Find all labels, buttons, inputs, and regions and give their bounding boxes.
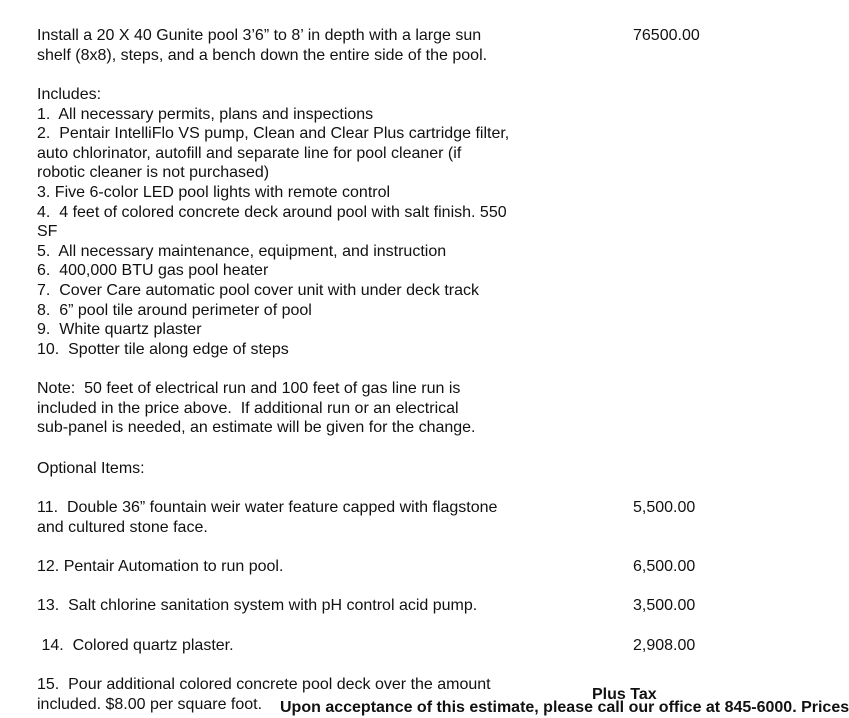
note-paragraph xyxy=(37,379,557,438)
includes-item: 10. Spotter tile along edge of steps xyxy=(37,340,289,358)
optional-item-line: 15. Pour additional colored concrete pool deck over the amount xyxy=(37,676,491,693)
optional-item-line: 12. Pentair Automation to run pool. xyxy=(37,558,284,575)
optional-item-14 xyxy=(37,636,557,656)
optional-item-12 xyxy=(37,557,557,577)
includes-item: 6. 400,000 BTU gas pool heater xyxy=(37,262,269,280)
plus-tax-label: Plus Tax xyxy=(592,686,657,703)
optional-item-line: and cultured stone face. xyxy=(37,518,208,536)
optional-item-price: 3,500.00 xyxy=(633,597,696,614)
footer-cut-line: Upon acceptance of this estimate, please call our office at 845-6000. Prices xyxy=(280,699,849,716)
note-line: sub-panel is needed, an estimate will be given for the change. xyxy=(37,419,476,437)
optional-item-line: 13. Salt chlorine sanitation system with pH control acid pump. xyxy=(37,597,478,614)
includes-item: auto chlorinator, autofill and separate line for pool cleaner (if xyxy=(37,144,462,162)
includes-item: 8. 6” pool tile around perimeter of pool xyxy=(37,301,312,319)
includes-item: 4. 4 feet of colored concrete deck around pool with salt finish. 550 xyxy=(37,203,507,221)
optional-item-price: 5,500.00 xyxy=(633,499,696,516)
optional-item-line: 14. Colored quartz plaster. xyxy=(37,637,234,654)
includes-section xyxy=(37,85,557,359)
note-line: included in the price above. If additional run or an electrical xyxy=(37,399,459,417)
optional-item-13 xyxy=(37,596,557,616)
includes-item: 2. Pentair IntelliFlo VS pump, Clean and Clear Plus cartridge filter, xyxy=(37,125,510,143)
includes-item: 7. Cover Care automatic pool cover unit with under deck track xyxy=(37,281,479,299)
includes-item: 5. All necessary maintenance, equipment, and instruction xyxy=(37,242,447,260)
intro-line: shelf (8x8), steps, and a bench down the entire side of the pool. xyxy=(37,46,488,64)
includes-item: 1. All necessary permits, plans and inspections xyxy=(37,105,374,123)
optional-item-line: 11. Double 36” fountain weir water feature capped with flagstone xyxy=(37,499,498,516)
optional-item-price: 2,908.00 xyxy=(633,637,696,654)
includes-item: SF xyxy=(37,223,58,241)
intro-line: Install a 20 X 40 Gunite pool 3’6” to 8’ in depth with a large sun xyxy=(37,27,482,44)
includes-heading: Includes: xyxy=(37,86,102,103)
includes-item: robotic cleaner is not purchased) xyxy=(37,164,270,182)
includes-item: 9. White quartz plaster xyxy=(37,321,202,339)
optional-item-line: included. $8.00 per square foot. xyxy=(37,695,263,713)
base-price: 76500.00 xyxy=(633,27,700,44)
footer-cut-text xyxy=(280,699,849,716)
optional-item-price: 6,500.00 xyxy=(633,558,696,575)
includes-item: 3. Five 6-color LED pool lights with remote control xyxy=(37,183,391,201)
note-line: Note: 50 feet of electrical run and 100 feet of gas line run is xyxy=(37,380,461,397)
optional-heading: Optional Items: xyxy=(37,460,145,477)
intro-paragraph xyxy=(37,26,557,65)
optional-item-11 xyxy=(37,498,557,537)
